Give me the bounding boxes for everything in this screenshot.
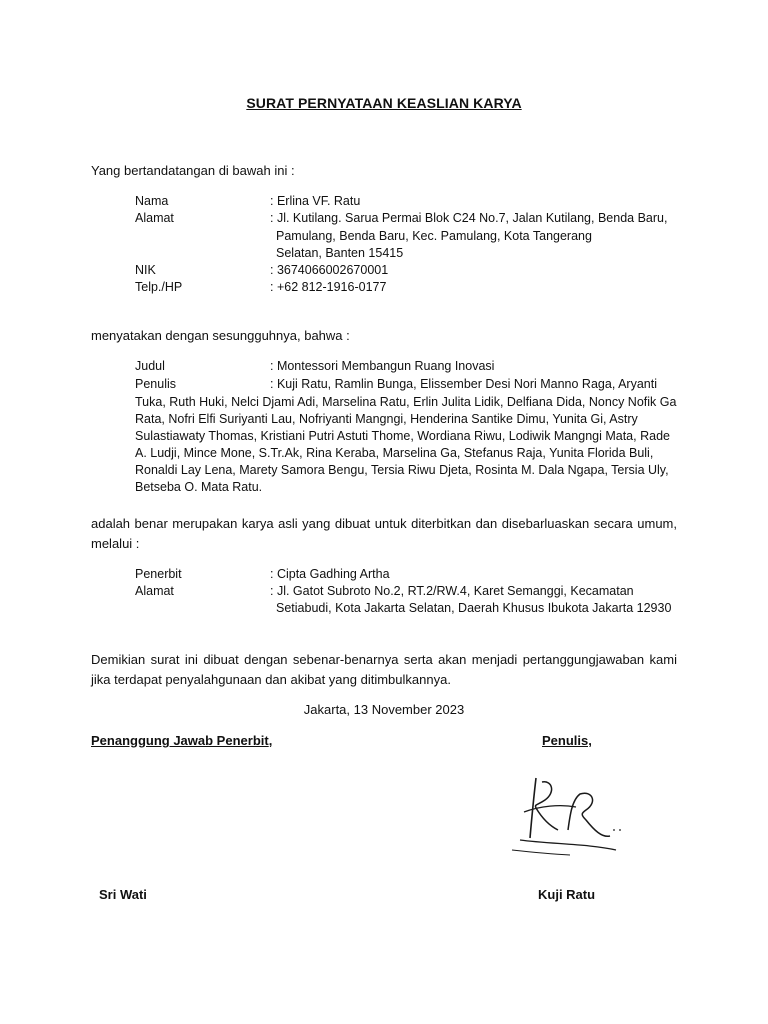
signer-phone-label: Telp./HP: [135, 280, 183, 294]
closing-paragraph: Demikian surat ini dibuat dengan sebenar-benarnya serta akan menjadi pertanggungjawaban kami jika terdapat penyalahgunaan dan akibat yang ditimbulkannya.: [91, 652, 677, 687]
right-signer-name: Kuji Ratu: [538, 887, 596, 902]
declare-intro: menyatakan dengan sesungguhnya, bahwa :: [91, 328, 350, 343]
signer-address-line3: Selatan, Banten 15415: [276, 246, 404, 260]
document-title: SURAT PERNYATAAN KEASLIAN KARYA: [246, 95, 522, 111]
author-signature: [490, 760, 640, 860]
intro-text: Yang bertandatangan di bawah ini :: [91, 163, 295, 178]
publisher-address-line1: : Jl. Gatot Subroto No.2, RT.2/RW.4, Karet Semanggi, Kecamatan: [270, 584, 634, 598]
work-authors-rest: Tuka, Ruth Huki, Nelci Djami Adi, Marselina Ratu, Erlin Julita Lidik, Delfiana Dida, Noncy Nofik Ga Rata, Nofri Elfi Suriyanti Lau, Nofriyanti Mangngi, Henderina Santike Dimu, Yunita Gi, Astry Sulastiawaty Thomas, Kristiani Putri Astuti Thome, Wordiana Riwu, Lodiwik Mangngi Mata, Rade A. Ludji, Mince Mone, S.Tr.Ak, Rina Keraba, Marselina Ga, Stefanus Raja, Yunita Florida Buli, Ronaldi Lay Lena, Marety Samora Bengu, Tersia Riwu Djeta, Rosinta M. Dala Ngapa, Tersia Uly, Betseba O. Mata Ratu.: [135, 395, 677, 494]
signer-address-label: Alamat: [135, 211, 174, 225]
statement-paragraph: adalah benar merupakan karya asli yang dibuat untuk diterbitkan dan disebarluaskan secara umum, melalui :: [91, 516, 677, 551]
signer-address-line2: Pamulang, Benda Baru, Kec. Pamulang, Kota Tangerang: [276, 229, 592, 243]
work-authors-label: Penulis: [135, 377, 176, 391]
signer-name-label: Nama: [135, 194, 169, 208]
right-role-heading: Penulis,: [542, 733, 592, 748]
work-authors-line1: : Kuji Ratu, Ramlin Bunga, Elissember Desi Nori Manno Raga, Aryanti: [270, 377, 657, 391]
publisher-name-value: : Cipta Gadhing Artha: [270, 567, 390, 581]
work-title-label: Judul: [135, 359, 165, 373]
work-title-value: : Montessori Membangun Ruang Inovasi: [270, 359, 495, 373]
left-role-suffix: ,: [268, 733, 273, 748]
publisher-address-label: Alamat: [135, 584, 174, 598]
left-role-text: Penanggung Jawab Penerbit: [91, 733, 269, 748]
signer-address-line1: : Jl. Kutilang. Sarua Permai Blok C24 No.7, Jalan Kutilang, Benda Baru,: [270, 211, 668, 225]
publisher-name-label: Penerbit: [135, 567, 182, 581]
left-role-heading: [91, 733, 272, 748]
signer-name-value: : Erlina VF. Ratu: [270, 194, 361, 208]
place-date: Jakarta, 13 November 2023: [303, 702, 465, 717]
left-signer-name: Sri Wati: [99, 887, 147, 902]
signer-phone-value: : +62 812-1916-0177: [270, 280, 387, 294]
signer-nik-label: NIK: [135, 263, 156, 277]
publisher-address-line2: Setiabudi, Kota Jakarta Selatan, Daerah Khusus Ibukota Jakarta 12930: [276, 601, 672, 615]
signer-nik-value: : 3674066002670001: [270, 263, 389, 277]
